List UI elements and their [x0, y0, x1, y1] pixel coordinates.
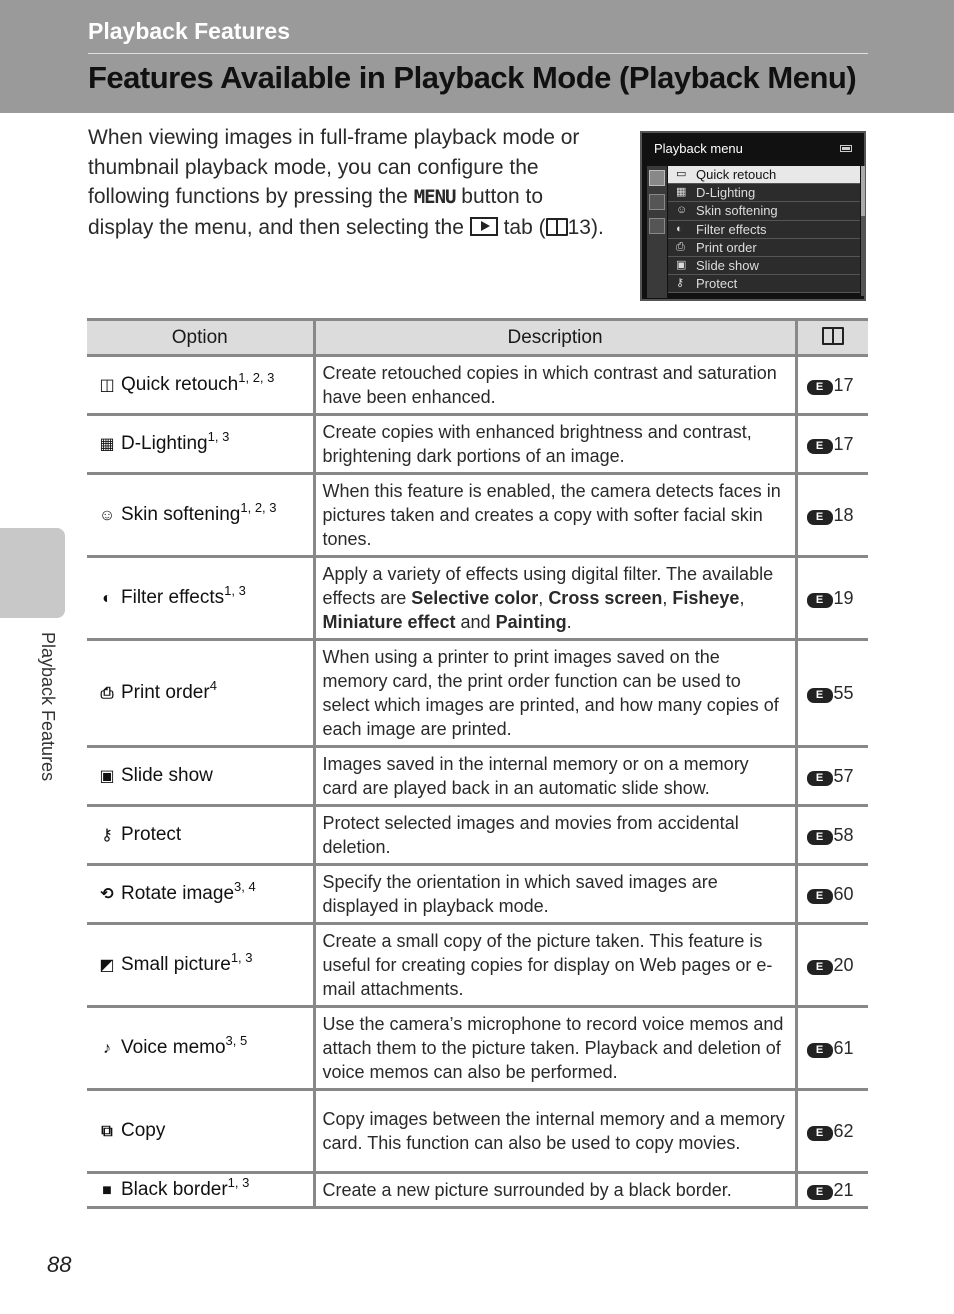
- playback-tab-icon: [649, 170, 665, 186]
- option-cell: ☺ Skin softening$^{1, 2, 3}$: [87, 474, 314, 557]
- camera-menu-item: ▭ Quick retouch: [668, 166, 860, 184]
- reference-cell: E 55: [796, 640, 868, 747]
- description-cell: Images saved in the internal memory or on a memory card are played back in an automatic slide show.: [314, 747, 796, 806]
- reference-section-icon: E: [807, 960, 833, 975]
- table-row: [87, 1173, 868, 1208]
- quick-retouch-icon: ◫: [99, 376, 115, 394]
- page-number: 88: [47, 1252, 72, 1277]
- reference-section-icon: E: [807, 380, 833, 395]
- camera-menu-item: ◐ Filter effects: [668, 221, 860, 239]
- slide-show-icon: ▣: [676, 258, 687, 271]
- skin-softening-icon: ☺: [98, 506, 116, 524]
- header-divider: [88, 53, 868, 54]
- reference-cell: E 21: [796, 1173, 868, 1208]
- table-row: [87, 1090, 868, 1173]
- protect-icon: ⚷: [101, 826, 113, 844]
- description-cell: Create a small copy of the picture taken. This feature is useful for creating copies for display on Web pages or e-mail attachments.: [314, 924, 796, 1007]
- table-row: [87, 747, 868, 806]
- rotate-image-icon: ⟲: [100, 885, 114, 903]
- section-title: Playback Features: [88, 18, 291, 44]
- description-cell: Create retouched copies in which contrast and saturation have been enhanced.: [314, 356, 796, 415]
- d-lighting-icon: ▦: [99, 435, 115, 453]
- option-cell: ◐ Filter effects$^{1, 3}$: [87, 557, 314, 640]
- description-cell: Create a new picture surrounded by a black border.: [314, 1173, 796, 1208]
- table-row: [87, 924, 868, 1007]
- playback-tab-icon: [470, 217, 498, 236]
- option-cell: ■ Black border$^{1, 3}$: [87, 1173, 314, 1208]
- page-title: Features Available in Playback Mode (Playback Menu): [88, 60, 857, 95]
- description-cell: When this feature is enabled, the camera detects faces in pictures taken and creates a copy with softer facial skin tones.: [314, 474, 796, 557]
- battery-icon: [840, 145, 852, 152]
- reference-section-icon: E: [807, 771, 833, 786]
- option-cell: ⎙ Print order$^4$: [87, 640, 314, 747]
- column-header-description: Description: [314, 320, 796, 356]
- camera-menu-tabs: [647, 166, 667, 298]
- skin-softening-icon: ☺: [676, 204, 688, 217]
- protect-icon: ⚷: [676, 277, 685, 290]
- menu-button-glyph: MENU: [413, 186, 456, 208]
- description-cell: When using a printer to print images saved on the memory card, the print order function can be used to select which images are printed, and how many copies of each image are printed.: [314, 640, 796, 747]
- option-cell: ▦ D-Lighting$^{1, 3}$: [87, 415, 314, 474]
- reference-cell: E 61: [796, 1007, 868, 1090]
- reference-section-icon: E: [807, 1043, 833, 1058]
- page-reference-icon: [546, 218, 568, 236]
- reference-section-icon: E: [807, 510, 833, 525]
- d-lighting-icon: ▦: [676, 186, 687, 199]
- description-cell: Use the camera’s microphone to record voice memos and attach them to the picture taken. Playback and deletion of voice memos can also be performed.: [314, 1007, 796, 1090]
- option-cell: ⚷ Protect: [87, 806, 314, 865]
- camera-screen-title: Playback menu: [654, 141, 743, 156]
- column-header-reference: [796, 320, 868, 356]
- reference-section-icon: E: [807, 593, 833, 608]
- table-row: [87, 356, 868, 415]
- reference-section-icon: E: [807, 889, 833, 904]
- table-row: [87, 557, 868, 640]
- description-cell: Copy images between the internal memory and a memory card. This function can also be used to copy movies.: [314, 1090, 796, 1173]
- camera-menu-list: [668, 166, 860, 293]
- option-cell: ⟲ Rotate image$^{3, 4}$: [87, 865, 314, 924]
- table-row: [87, 806, 868, 865]
- intro-paragraph: When viewing images in full-frame playback mode or thumbnail playback mode, you can configure the following functions by pressing the MENU button to display the menu, and then selecting the tab ( 13).: [88, 126, 604, 239]
- copy-icon: ⧉: [101, 1122, 113, 1140]
- print-order-icon: ⎙: [676, 240, 685, 253]
- header-band: [0, 0, 954, 113]
- camera-screen-illustration: [640, 131, 866, 301]
- filter-effects-icon: ◐: [102, 589, 112, 607]
- camera-menu-item: ▦ D-Lighting: [668, 184, 860, 202]
- slide-show-icon: ▣: [99, 767, 115, 785]
- description-cell: Specify the orientation in which saved images are displayed in playback mode.: [314, 865, 796, 924]
- description-cell: Protect selected images and movies from accidental deletion.: [314, 806, 796, 865]
- quick-retouch-icon: ▭: [676, 168, 687, 180]
- reference-cell: E 17: [796, 415, 868, 474]
- reference-section-icon: E: [807, 1185, 833, 1200]
- table-row: [87, 640, 868, 747]
- table-row: [87, 474, 868, 557]
- table-row: [87, 415, 868, 474]
- option-cell: ◫ Quick retouch$^{1, 2, 3}$: [87, 356, 314, 415]
- reference-cell: E 62: [796, 1090, 868, 1173]
- camera-menu-item: ⎙ Print order: [668, 239, 860, 257]
- option-cell: ⧉ Copy: [87, 1090, 314, 1173]
- playback-menu-table: [87, 318, 868, 1209]
- table-row: [87, 1007, 868, 1090]
- small-picture-icon: ◩: [99, 956, 115, 974]
- reference-section-icon: E: [807, 830, 833, 845]
- setup-tab-icon: [649, 194, 665, 210]
- reference-section-icon: E: [807, 439, 833, 454]
- side-section-label: Playback Features: [38, 632, 58, 782]
- print-order-icon: ⎙: [100, 684, 114, 702]
- page-reference-icon: [822, 327, 844, 345]
- option-cell: ▣ Slide show: [87, 747, 314, 806]
- camera-menu-item: ▣ Slide show: [668, 257, 860, 275]
- camera-scrollbar: [861, 166, 865, 296]
- menu-tab-icon: [649, 218, 665, 234]
- table-header-row: [87, 320, 868, 356]
- description-cell: Apply a variety of effects using digital filter. The available effects are Selective color, Cross screen, Fisheye, Miniature effect and Painting.: [314, 557, 796, 640]
- reference-cell: E 18: [796, 474, 868, 557]
- reference-section-icon: E: [807, 688, 833, 703]
- description-cell: Create copies with enhanced brightness and contrast, brightening dark portions of an image.: [314, 415, 796, 474]
- voice-memo-icon: ♪: [103, 1039, 111, 1057]
- reference-cell: E 57: [796, 747, 868, 806]
- black-border-icon: ■: [102, 1181, 112, 1199]
- reference-section-icon: E: [807, 1126, 833, 1141]
- reference-cell: E 20: [796, 924, 868, 1007]
- option-cell: ◩ Small picture$^{1, 3}$: [87, 924, 314, 1007]
- reference-cell: E 17: [796, 356, 868, 415]
- camera-menu-item: ⚷ Protect: [668, 275, 860, 293]
- option-cell: ♪ Voice memo$^{3, 5}$: [87, 1007, 314, 1090]
- reference-cell: E 58: [796, 806, 868, 865]
- table-row: [87, 865, 868, 924]
- side-thumb-tab: [0, 528, 65, 618]
- camera-menu-item: ☺ Skin softening: [668, 202, 860, 220]
- filter-effects-icon: ◐: [676, 222, 683, 235]
- column-header-option: Option: [87, 320, 314, 356]
- reference-cell: E 60: [796, 865, 868, 924]
- reference-cell: E 19: [796, 557, 868, 640]
